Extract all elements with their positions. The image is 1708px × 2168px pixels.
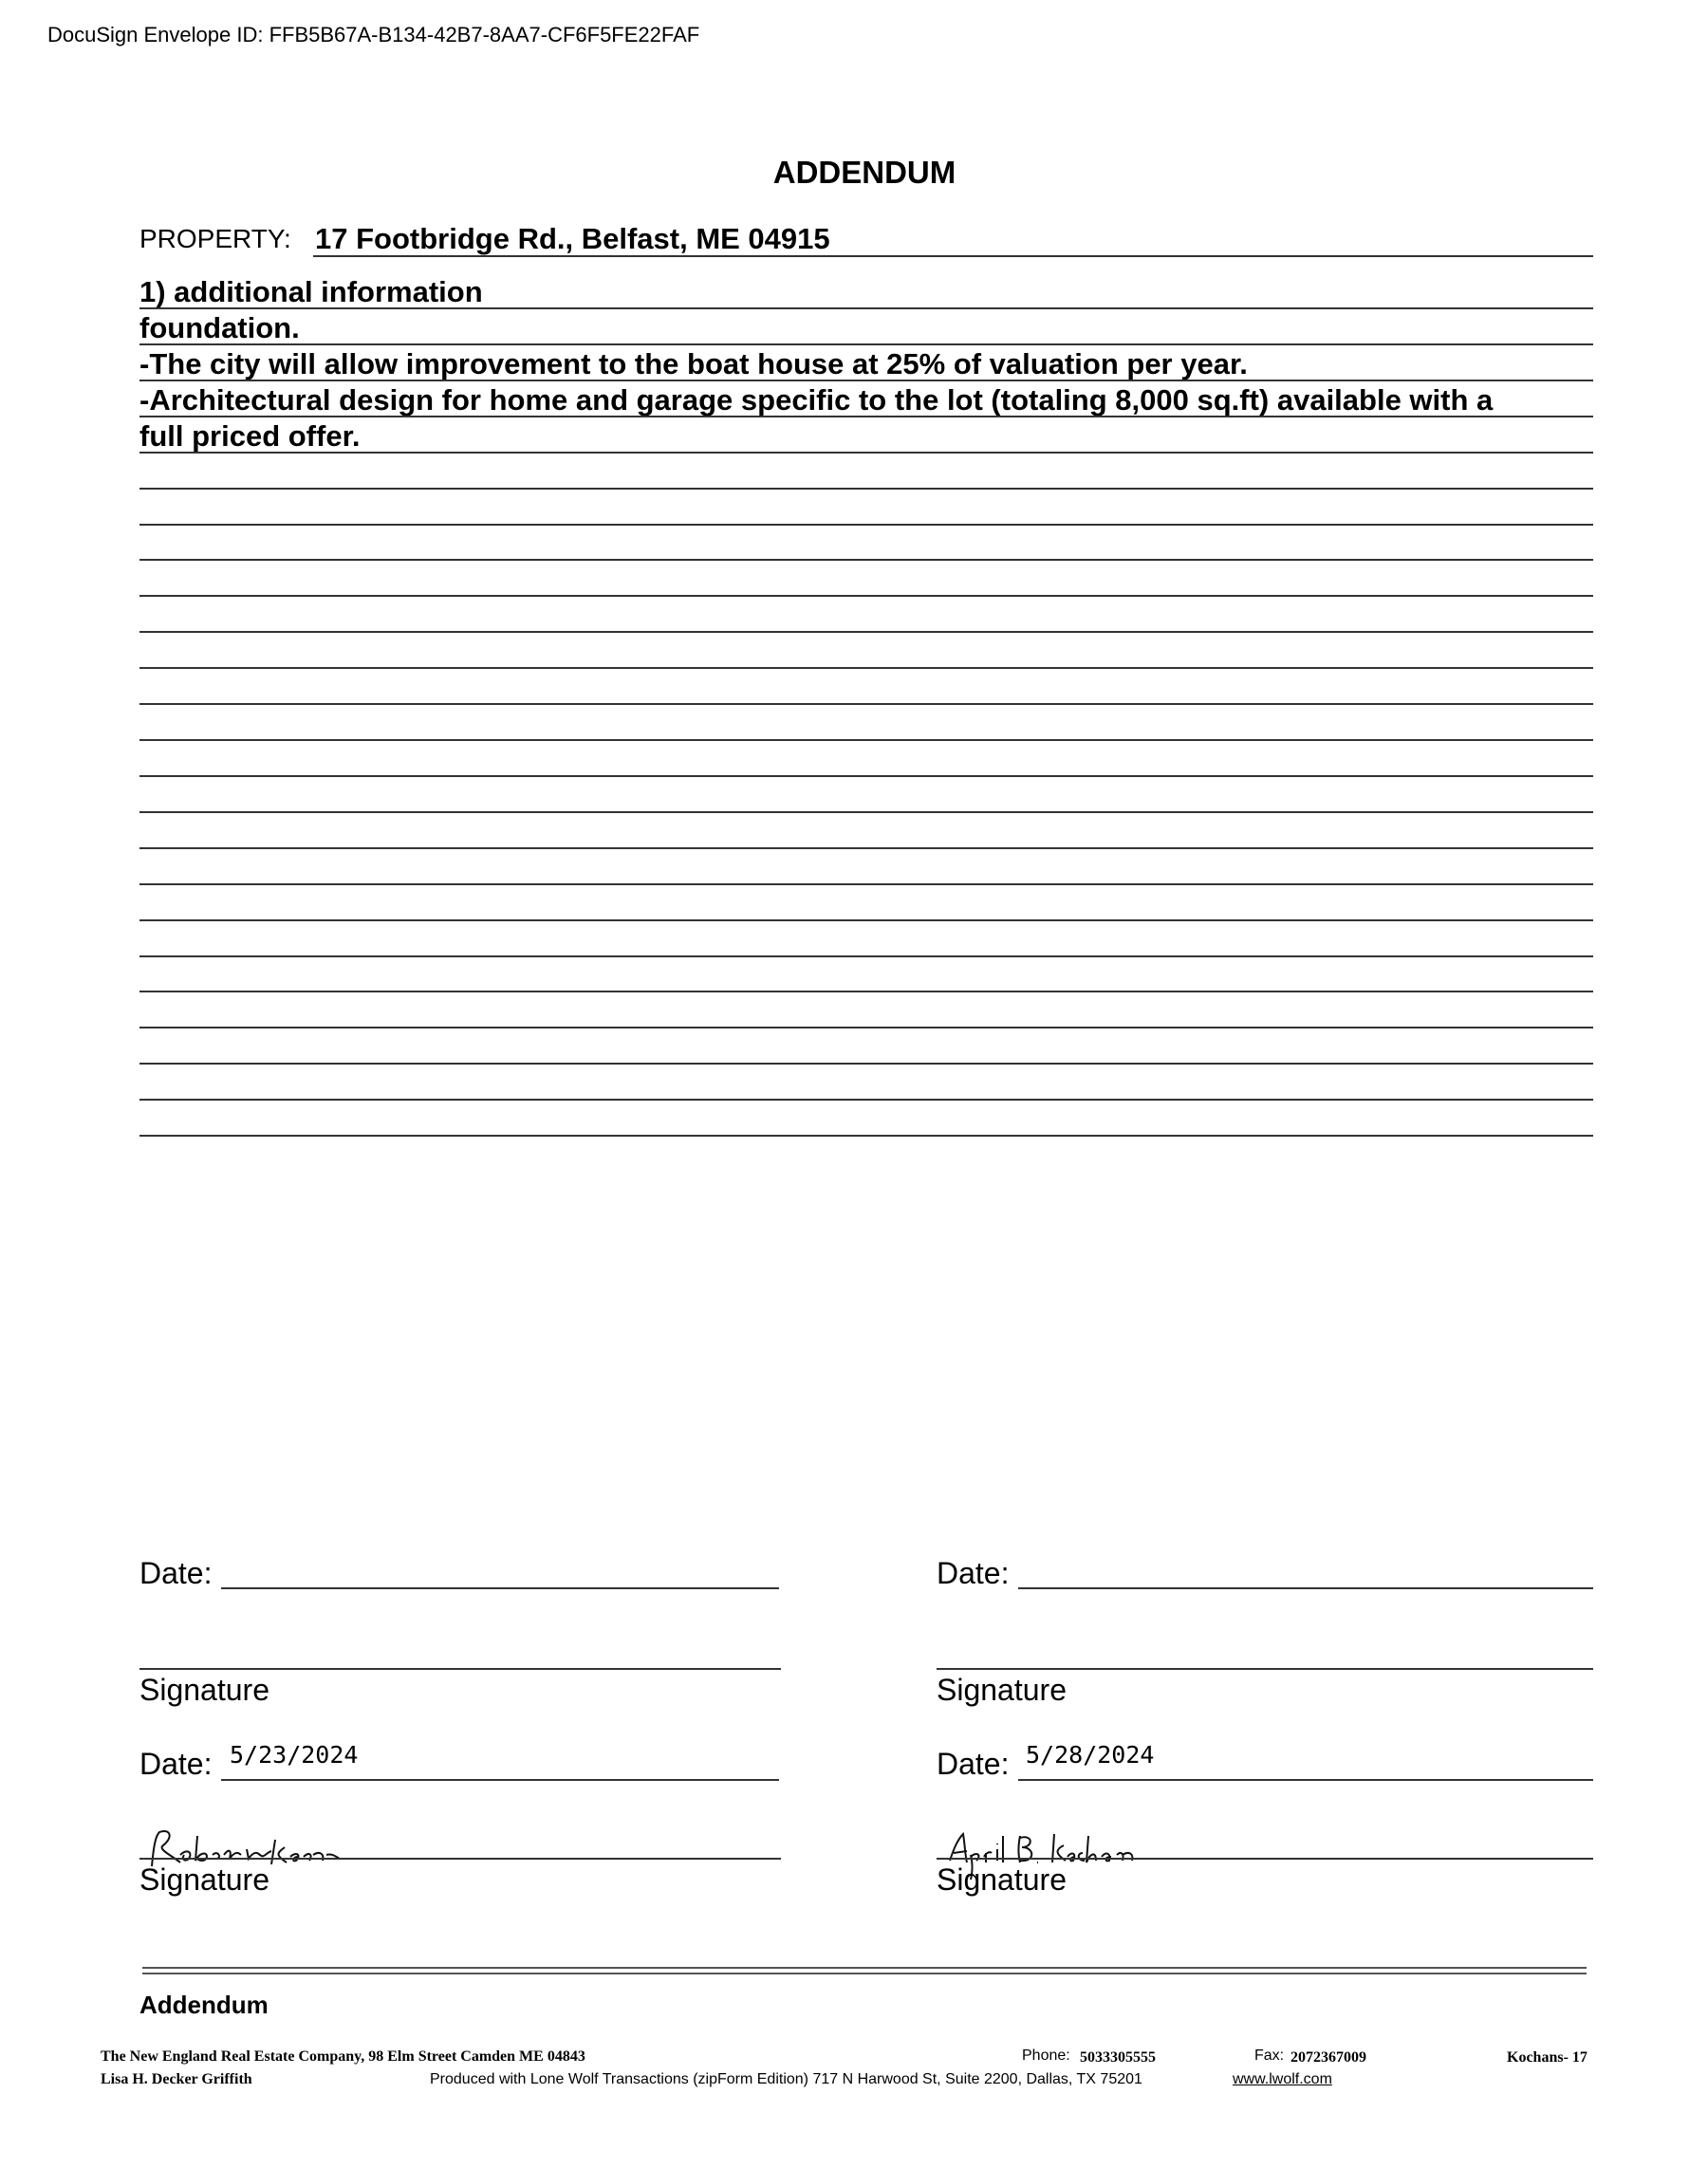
- date-label: Date:: [139, 1556, 213, 1590]
- content-line: -Architectural design for home and garage specific to the lot (totaling 8,000 sq.ft) available with a: [139, 383, 1494, 417]
- signature-label: Signature: [139, 1673, 269, 1707]
- ruled-line: [139, 955, 1593, 957]
- signature-label: Signature: [937, 1862, 1067, 1897]
- footer-fax: 2072367009: [1290, 2049, 1366, 2066]
- ruled-line: [139, 559, 1593, 561]
- ruled-line: [139, 1027, 1593, 1028]
- signature-field[interactable]: [139, 1858, 781, 1860]
- ruled-line: [139, 631, 1593, 633]
- ruled-line: [139, 1099, 1593, 1101]
- ruled-line: [139, 343, 1593, 345]
- ruled-line: [139, 811, 1593, 813]
- signature-field[interactable]: [937, 1668, 1593, 1670]
- footer-phone: 5033305555: [1080, 2049, 1156, 2066]
- footer-company: The New England Real Estate Company, 98 Elm Street Camden ME 04843: [101, 2048, 585, 2065]
- date-field[interactable]: [221, 1779, 779, 1781]
- footer-title: Addendum: [139, 1991, 269, 2019]
- ruled-line: [139, 1135, 1593, 1137]
- date-field[interactable]: [1018, 1779, 1593, 1781]
- footer-file-name: Kochans- 17: [1507, 2049, 1587, 2066]
- ruled-line: [139, 991, 1593, 992]
- footer-fax-label: Fax:: [1254, 2048, 1285, 2064]
- ruled-line: [139, 775, 1593, 777]
- content-line: 1) additional information: [139, 275, 483, 308]
- signature-field[interactable]: [937, 1858, 1593, 1860]
- footer-phone-label: Phone:: [1022, 2048, 1070, 2064]
- ruled-line: [139, 667, 1593, 669]
- signature-label: Signature: [937, 1673, 1067, 1707]
- ruled-line: [139, 1063, 1593, 1065]
- date-label: Date:: [937, 1556, 1010, 1590]
- property-label: PROPERTY:: [139, 224, 291, 253]
- footer-rule: [142, 1973, 1587, 1974]
- footer-website-link[interactable]: www.lwolf.com: [1233, 2071, 1332, 2087]
- ruled-line: [139, 416, 1593, 417]
- ruled-line: [139, 452, 1593, 454]
- property-rule: [313, 255, 1593, 257]
- date-label: Date:: [139, 1747, 213, 1781]
- content-line: -The city will allow improvement to the boat house at 25% of valuation per year.: [139, 347, 1248, 380]
- content-line: foundation.: [139, 311, 300, 344]
- ruled-line: [139, 307, 1593, 309]
- envelope-id: DocuSign Envelope ID: FFB5B67A-B134-42B7-8AA7-CF6F5FE22FAF: [47, 23, 700, 46]
- date-field[interactable]: [1018, 1587, 1593, 1589]
- signature-field[interactable]: [139, 1668, 781, 1670]
- ruled-line: [139, 883, 1593, 885]
- ruled-line: [139, 380, 1593, 381]
- ruled-line: [139, 703, 1593, 705]
- footer-rule: [142, 1967, 1587, 1969]
- ruled-line: [139, 847, 1593, 849]
- ruled-line: [139, 739, 1593, 741]
- signed-date: 5/28/2024: [1026, 1741, 1155, 1769]
- footer-produced-with: Produced with Lone Wolf Transactions (zipForm Edition) 717 N Harwood St, Suite 2200, Dallas, TX 75201: [430, 2071, 1142, 2087]
- date-label: Date:: [937, 1747, 1010, 1781]
- ruled-line: [139, 919, 1593, 921]
- ruled-line: [139, 595, 1593, 597]
- content-line: full priced offer.: [139, 419, 361, 453]
- signature-label: Signature: [139, 1862, 269, 1897]
- date-field[interactable]: [221, 1587, 779, 1589]
- ruled-line: [139, 524, 1593, 526]
- footer-agent: Lisa H. Decker Griffith: [101, 2071, 252, 2087]
- signed-date: 5/23/2024: [230, 1741, 359, 1769]
- document-title: ADDENDUM: [772, 155, 956, 190]
- property-value: 17 Footbridge Rd., Belfast, ME 04915: [315, 222, 830, 255]
- ruled-line: [139, 488, 1593, 490]
